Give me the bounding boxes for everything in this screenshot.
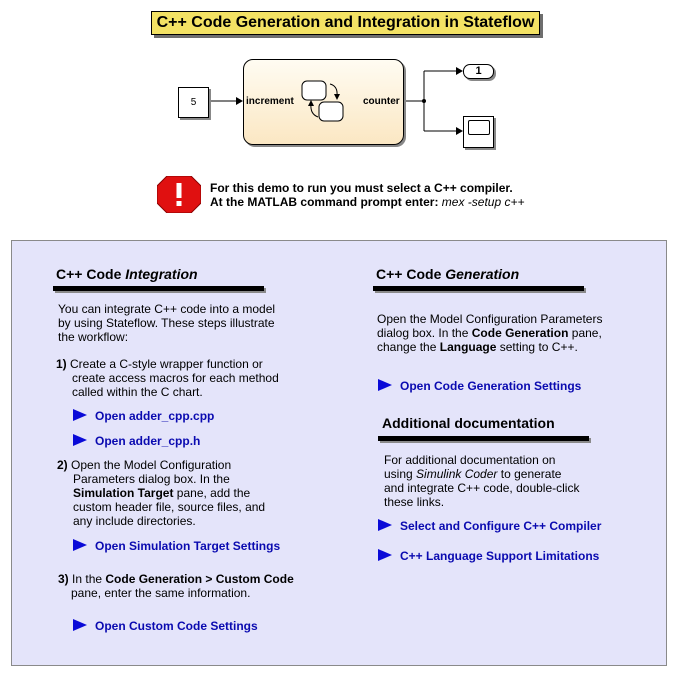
mex-command: mex -setup c++ [441,195,525,209]
step-3: 3) In the Code Generation > Custom Code pane, enter the same information. [58,572,294,600]
scope-screen-icon [468,120,490,135]
additional-divider [378,436,589,441]
link-arrow-icon [73,539,87,551]
integration-divider [53,286,264,291]
chart-output-label: counter [363,96,400,107]
step-1: 1) Create a C-style wrapper function or create access macros for each method called within the C chart. [56,357,279,399]
outport-block[interactable]: 1 [463,64,494,79]
integration-heading: C++ Code Integration [56,266,198,282]
additional-text: For additional documentation on using Simulink Coder to generate and integrate C++ code, double-click these links. [384,453,580,509]
link-arrow-icon [378,519,392,531]
generation-heading: C++ Code Generation [376,266,520,282]
link-arrow-icon [73,434,87,446]
chart-input-label: increment [246,96,294,107]
branch-point [422,99,426,103]
integration-intro: You can integrate C++ code into a model by using Stateflow. These steps illustrate the workflow: [58,302,276,344]
page-title: C++ Code Generation and Integration in Stateflow [151,11,540,35]
link-arrow-icon [378,379,392,391]
link-arrow-icon [73,619,87,631]
chart-states-icon [300,78,348,124]
link-arrow-icon [378,549,392,561]
generation-text: Open the Model Configuration Parameters dialog box. In the Code Generation pane, change the Language setting to C++. [377,312,603,354]
error-icon [157,176,201,213]
wire-constant-to-chart [209,97,243,105]
scope-block[interactable] [463,116,494,148]
wire-chart-to-outputs [404,67,463,135]
warning-line-1: For this demo to run you must select a C++ compiler. [210,181,513,195]
generation-divider [373,286,584,291]
step-2: 2) Open the Model Configuration Parameters dialog box. In the Simulation Target pane, add the custom header file, source files, and any include directories. [57,458,266,528]
additional-heading: Additional documentation [382,415,555,431]
constant-block[interactable]: 5 [178,87,209,118]
warning-line-2: At the MATLAB command prompt enter: mex -setup c++ [210,195,525,209]
link-arrow-icon [73,409,87,421]
